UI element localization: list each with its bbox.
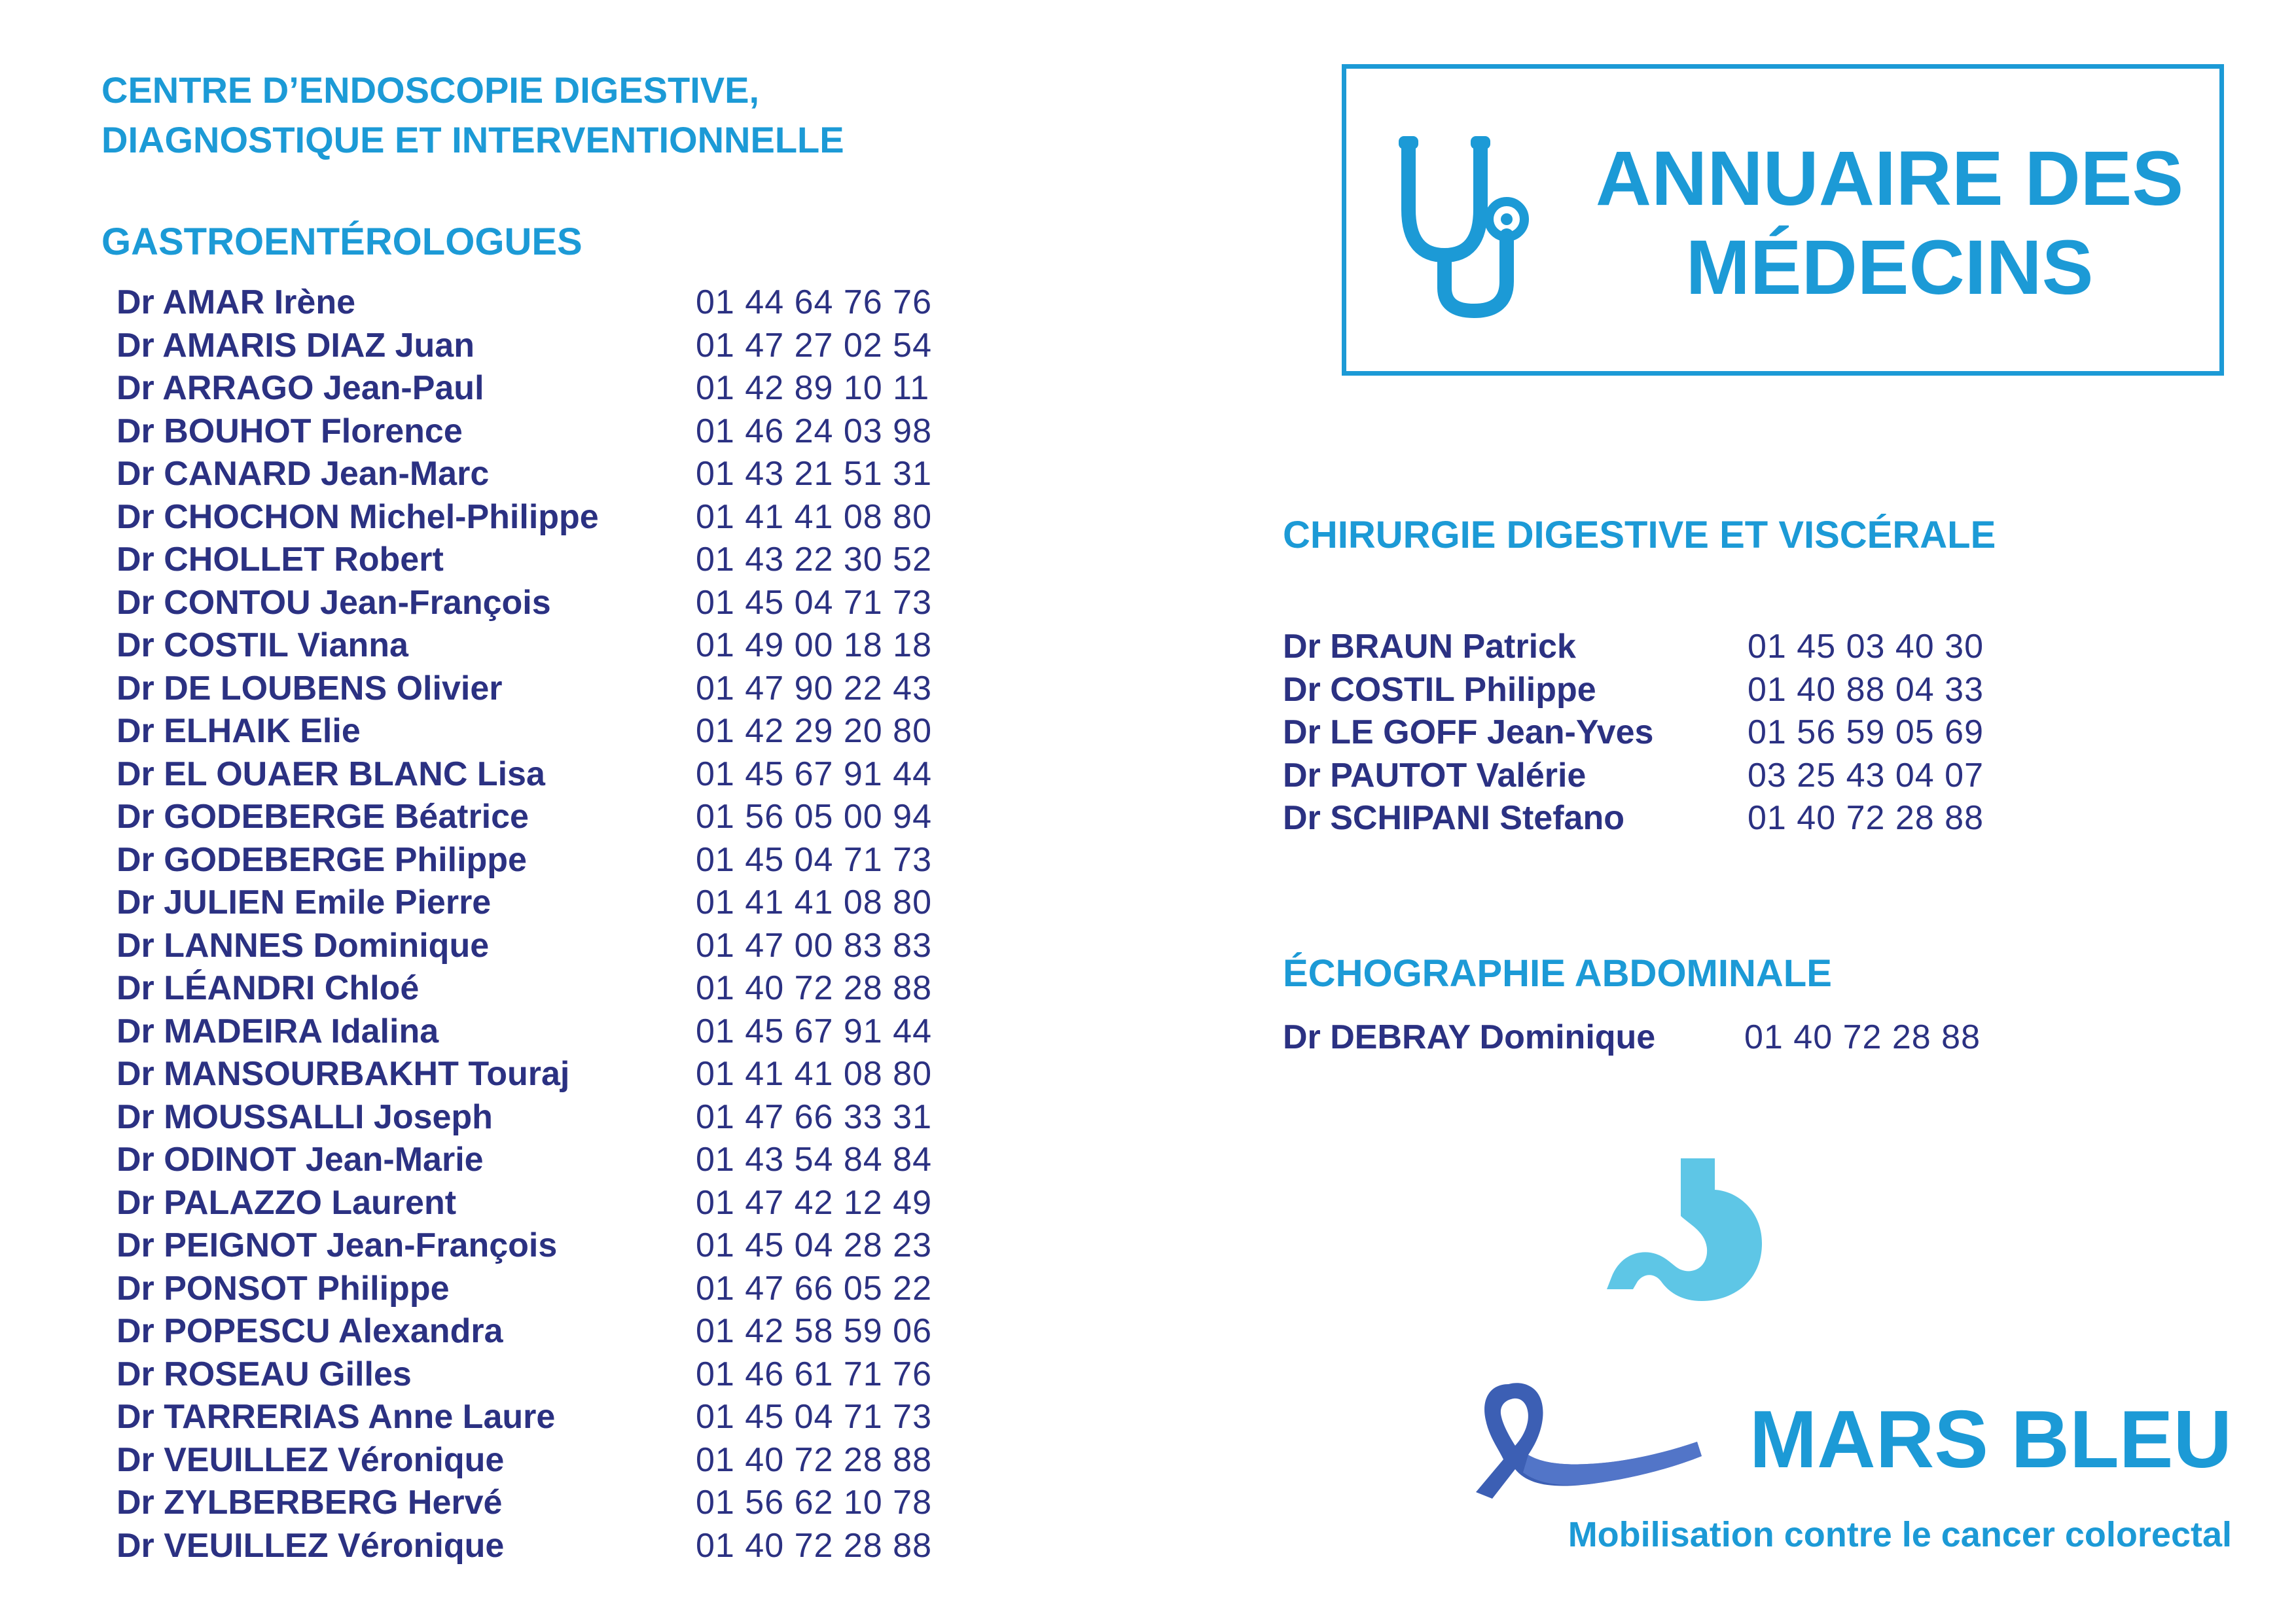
- doctor-phone: 01 41 41 08 80: [696, 497, 932, 536]
- doctor-row: [1283, 1018, 2134, 1061]
- doctor-row: [117, 926, 980, 969]
- doctor-phone: 01 41 41 08 80: [696, 1055, 932, 1093]
- doctor-name: Dr CHOLLET Robert: [117, 541, 444, 579]
- center-title-line2: DIAGNOSTIQUE ET INTERVENTIONNELLE: [101, 119, 844, 160]
- doctor-row: [117, 368, 980, 412]
- doctor-name: Dr MADEIRA Idalina: [117, 1012, 439, 1050]
- doctor-phone: 01 47 42 12 49: [696, 1183, 932, 1222]
- doctor-row: [117, 1183, 980, 1226]
- doctor-row: [117, 583, 980, 626]
- echo-section-title: ÉCHOGRAPHIE ABDOMINALE: [1283, 952, 1832, 995]
- doctor-phone: 01 45 67 91 44: [696, 755, 932, 793]
- doctor-name: Dr PALAZZO Laurent: [117, 1183, 457, 1222]
- campaign-title: MARS BLEU: [1749, 1395, 2232, 1485]
- doctor-row: [117, 412, 980, 455]
- doctor-name: Dr VEUILLEZ Véronique: [117, 1440, 505, 1479]
- gastro-doctor-list: [117, 283, 980, 1578]
- doctor-name: Dr BRAUN Patrick: [1283, 628, 1576, 666]
- doctor-phone: 01 45 04 28 23: [696, 1226, 932, 1264]
- doctor-phone: 01 56 05 00 94: [696, 798, 932, 836]
- doctor-row: [117, 840, 980, 883]
- doctor-name: Dr PAUTOT Valérie: [1283, 756, 1587, 794]
- doctor-phone: 01 49 00 18 18: [696, 626, 932, 664]
- doctor-phone: 01 40 72 28 88: [696, 969, 932, 1007]
- directory-title-line2: MÉDECINS: [1685, 224, 2094, 311]
- doctor-name: Dr PONSOT Philippe: [117, 1269, 450, 1308]
- doctor-name: Dr COSTIL Vianna: [117, 626, 408, 664]
- doctor-row: [117, 969, 980, 1012]
- doctor-row: [1283, 670, 2134, 713]
- echo-doctor-list: [1283, 1018, 2134, 1070]
- doctor-row: [117, 1311, 980, 1355]
- doctor-phone: 01 45 67 91 44: [696, 1012, 932, 1050]
- doctor-row: [117, 1226, 980, 1269]
- doctor-name: Dr CANARD Jean-Marc: [117, 455, 490, 493]
- doctor-phone: 01 56 59 05 69: [1748, 713, 1984, 751]
- doctor-phone: 01 41 41 08 80: [696, 883, 932, 921]
- stomach-icon: [1604, 1152, 1774, 1302]
- doctor-row: [117, 1097, 980, 1141]
- doctor-row: [117, 1355, 980, 1398]
- doctor-name: Dr VEUILLEZ Véronique: [117, 1526, 505, 1565]
- doctor-row: [117, 326, 980, 369]
- doctor-name: Dr AMAR Irène: [117, 283, 356, 321]
- doctor-name: Dr LE GOFF Jean-Yves: [1283, 713, 1654, 751]
- campaign-subtitle: Mobilisation contre le cancer colorectal: [1568, 1515, 2232, 1554]
- doctor-name: Dr ARRAGO Jean-Paul: [117, 369, 484, 407]
- doctor-phone: 01 42 58 59 06: [696, 1312, 932, 1350]
- doctor-phone: 03 25 43 04 07: [1748, 756, 1984, 794]
- doctor-row: [1283, 713, 2134, 756]
- doctor-name: Dr ROSEAU Gilles: [117, 1355, 412, 1393]
- doctor-name: Dr DEBRAY Dominique: [1283, 1018, 1656, 1056]
- doctor-name: Dr COSTIL Philippe: [1283, 670, 1596, 709]
- doctor-name: Dr SCHIPANI Stefano: [1283, 799, 1624, 837]
- doctor-row: [1283, 756, 2134, 799]
- doctor-phone: 01 40 72 28 88: [696, 1526, 932, 1565]
- doctor-row: [117, 1397, 980, 1440]
- doctor-row: [117, 1483, 980, 1526]
- directory-title-box: [1342, 64, 2224, 376]
- doctor-name: Dr CHOCHON Michel-Philippe: [117, 497, 599, 536]
- doctor-phone: 01 43 54 84 84: [696, 1141, 932, 1179]
- doctor-phone: 01 46 61 71 76: [696, 1355, 932, 1393]
- doctor-row: [117, 669, 980, 712]
- doctor-phone: 01 40 88 04 33: [1748, 670, 1984, 709]
- doctor-phone: 01 46 24 03 98: [696, 412, 932, 450]
- doctor-phone: 01 40 72 28 88: [1744, 1018, 1981, 1056]
- doctor-name: Dr GODEBERGE Béatrice: [117, 798, 529, 836]
- doctor-phone: 01 40 72 28 88: [1748, 799, 1984, 837]
- doctor-phone: 01 45 04 71 73: [696, 1398, 932, 1436]
- surgery-section-title: CHIRURGIE DIGESTIVE ET VISCÉRALE: [1283, 514, 1996, 556]
- doctor-row: [1283, 798, 2134, 842]
- center-title-line1: CENTRE D’ENDOSCOPIE DIGESTIVE,: [101, 69, 760, 111]
- doctor-phone: 01 47 00 83 83: [696, 926, 932, 965]
- doctor-name: Dr CONTOU Jean-François: [117, 583, 551, 622]
- directory-title-line1: ANNUAIRE DES: [1595, 135, 2184, 222]
- doctor-row: [117, 1440, 980, 1484]
- stethoscope-icon: [1389, 131, 1539, 321]
- doctor-name: Dr ODINOT Jean-Marie: [117, 1141, 484, 1179]
- doctor-phone: 01 42 89 10 11: [696, 369, 930, 407]
- doctor-phone: 01 56 62 10 78: [696, 1484, 932, 1522]
- doctor-row: [117, 540, 980, 583]
- doctor-row: [117, 626, 980, 669]
- doctor-row: [117, 1140, 980, 1183]
- doctor-name: Dr MANSOURBAKHT Touraj: [117, 1055, 570, 1093]
- directory-title: [1575, 134, 2204, 312]
- doctor-phone: 01 42 29 20 80: [696, 712, 932, 750]
- doctor-row: [117, 711, 980, 755]
- doctor-row: [117, 883, 980, 926]
- doctor-row: [1283, 627, 2134, 670]
- doctor-phone: 01 45 04 71 73: [696, 840, 932, 879]
- doctor-name: Dr BOUHOT Florence: [117, 412, 463, 450]
- doctor-row: [117, 1054, 980, 1097]
- doctor-name: Dr JULIEN Emile Pierre: [117, 883, 492, 921]
- doctor-row: [117, 454, 980, 497]
- blue-ribbon-icon: [1463, 1364, 1712, 1508]
- doctor-row: [117, 1269, 980, 1312]
- doctor-name: Dr AMARIS DIAZ Juan: [117, 326, 475, 365]
- doctor-row: [117, 1012, 980, 1055]
- doctor-phone: 01 47 66 05 22: [696, 1269, 932, 1308]
- doctor-phone: 01 40 72 28 88: [696, 1440, 932, 1479]
- doctor-name: Dr ELHAIK Elie: [117, 712, 361, 750]
- doctor-phone: 01 45 03 40 30: [1748, 628, 1984, 666]
- doctor-phone: 01 45 04 71 73: [696, 583, 932, 622]
- doctor-row: [117, 497, 980, 541]
- doctor-name: Dr ZYLBERBERG Hervé: [117, 1484, 503, 1522]
- doctor-name: Dr EL OUAER BLANC Lisa: [117, 755, 545, 793]
- doctor-name: Dr TARRERIAS Anne Laure: [117, 1398, 556, 1436]
- doctor-phone: 01 47 90 22 43: [696, 669, 932, 707]
- doctor-phone: 01 47 66 33 31: [696, 1097, 932, 1136]
- doctor-phone: 01 43 21 51 31: [696, 455, 932, 493]
- doctor-phone: 01 47 27 02 54: [696, 326, 932, 365]
- doctor-row: [117, 1526, 980, 1569]
- doctor-row: [117, 283, 980, 326]
- doctor-name: Dr DE LOUBENS Olivier: [117, 669, 503, 707]
- doctor-phone: 01 43 22 30 52: [696, 541, 932, 579]
- center-title: [101, 65, 844, 165]
- doctor-name: Dr PEIGNOT Jean-François: [117, 1226, 558, 1264]
- surgery-doctor-list: [1283, 627, 2134, 843]
- doctor-name: Dr LÉANDRI Chloé: [117, 969, 420, 1007]
- doctor-name: Dr LANNES Dominique: [117, 926, 490, 965]
- doctor-name: Dr MOUSSALLI Joseph: [117, 1097, 493, 1136]
- doctor-phone: 01 44 64 76 76: [696, 283, 932, 321]
- doctor-name: Dr POPESCU Alexandra: [117, 1312, 503, 1350]
- doctor-name: Dr GODEBERGE Philippe: [117, 840, 527, 879]
- doctor-row: [117, 755, 980, 798]
- doctor-row: [117, 797, 980, 840]
- gastro-section-title: GASTROENTÉROLOGUES: [101, 221, 583, 263]
